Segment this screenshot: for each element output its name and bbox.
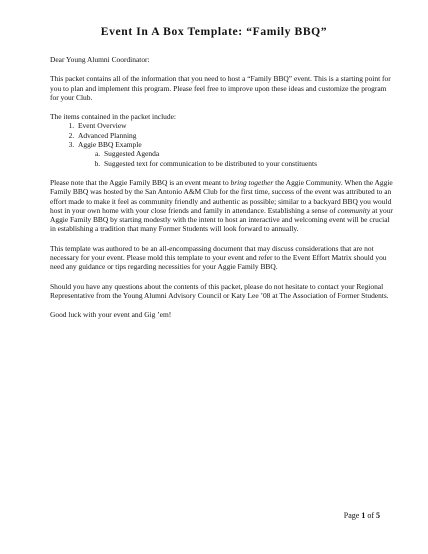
list-item: 2. Advanced Planning	[76, 131, 395, 140]
document-body	[50, 55, 395, 330]
page-number	[344, 511, 380, 520]
closing-line: Good luck with your event and Gig ’em!	[50, 310, 172, 320]
sub-list-item: a. Suggested Agenda	[102, 149, 395, 158]
questions-paragraph: Should you have any questions about the contents of this packet, please do not hesitate to contact your Regional Representative from the Young Alumni Advisory Council or Katy Lee ’08 at The Association of Former Students.	[50, 281, 389, 300]
note-paragraph	[50, 178, 395, 234]
packet-items	[50, 112, 395, 168]
list-item: 1. Event Overview	[76, 121, 395, 130]
page-title: Event In A Box Template: “Family BBQ”	[100, 25, 328, 38]
current-page: 1	[361, 511, 366, 520]
sub-list-item: b. Suggested text for communication to be distributed to your constituents	[102, 159, 395, 168]
sub-items-list	[78, 149, 395, 168]
note-emphasis: community	[337, 205, 371, 215]
greeting: Dear Young Alumni Coordinator:	[50, 55, 150, 64]
note-text: at your Aggie Family BBQ by starting modestly with the intent to host an interactive and welcoming event will be crucial in establishing a tradition that many Former Students will look forward to annually.	[50, 205, 393, 234]
items-list	[50, 121, 395, 167]
note-text: the Aggie Community. When the Aggie Family BBQ was hosted by the San Antonio A&M Club for the first time, success of the event was attributed to an effort made to make it feel as community friendly and authentic as possible; similar to a backyard BBQ you would host in your own home with your close friends and family in attendance. Establishing a sense of	[50, 177, 393, 215]
note-text: Please note that the Aggie Family BBQ is an event meant to	[50, 177, 231, 187]
total-pages: 5	[376, 511, 380, 520]
note-emphasis: bring together	[230, 177, 274, 187]
of-label: of	[365, 511, 376, 520]
items-heading: The items contained in the packet include:	[50, 112, 176, 122]
list-item-label: Aggie BBQ Example	[78, 140, 142, 150]
intro-paragraph: This packet contains all of the information that you need to host a “Family BBQ” event. This is a starting point for you to plan and implement this program. Please feel free to improve upon these ideas and customize the program for your Club.	[50, 74, 391, 102]
page-label: Page	[343, 511, 362, 520]
list-item	[76, 140, 395, 168]
template-paragraph: This template was authored to be an all-encompassing document that may discuss considerations that are not necessary for your event. Please mold this template to your event and refer to the Event Effort Matrix should you need any guidance or tips regarding necessities for your Aggie Family BBQ.	[50, 243, 387, 272]
